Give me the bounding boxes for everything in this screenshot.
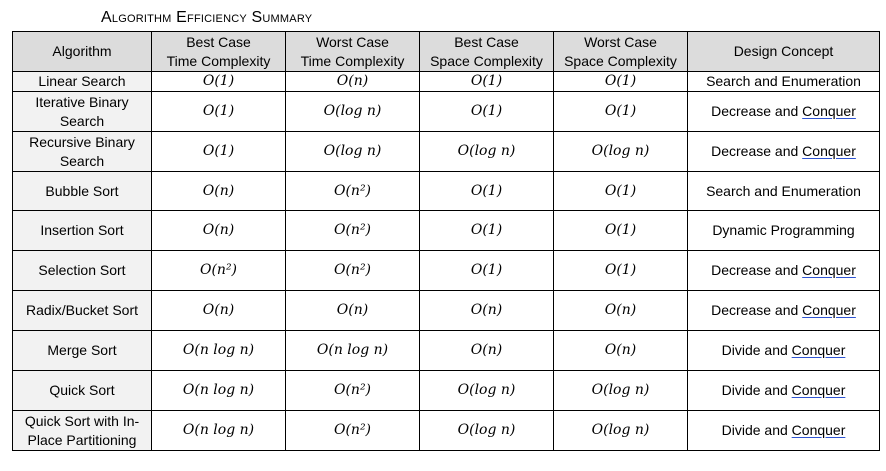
- header-line: Worst Case: [316, 33, 389, 50]
- best-space-cell: O(log n): [420, 411, 554, 451]
- design-concept-cell: [688, 371, 880, 411]
- best-space-cell: O(1): [420, 72, 554, 92]
- page-title: Algorithm Efficiency Summary: [101, 9, 313, 26]
- worst-space-cell: O(1): [554, 92, 688, 132]
- table-row: [13, 211, 880, 251]
- algorithm-cell: Radix/Bucket Sort: [13, 291, 152, 331]
- algorithm-cell: Merge Sort: [13, 331, 152, 371]
- worst-space-cell: O(log n): [554, 371, 688, 411]
- concept-text: Decrease and: [711, 103, 803, 119]
- best-time-cell: O(1): [152, 72, 286, 92]
- table-row: [13, 331, 880, 371]
- best-space-cell: O(n): [420, 331, 554, 371]
- worst-time-cell: O(n²): [286, 371, 420, 411]
- concept-underlined-text: Conquer: [802, 302, 856, 318]
- worst-time-cell: O(n): [286, 291, 420, 331]
- header-row: [13, 32, 880, 72]
- concept-text: Search and Enumeration: [706, 182, 861, 199]
- algorithm-cell: Quick Sort with In-Place Partitioning: [13, 411, 152, 451]
- worst-time-cell: O(n²): [286, 172, 420, 211]
- best-time-cell: O(1): [152, 92, 286, 132]
- worst-time-cell: O(n²): [286, 411, 420, 451]
- concept-underlined-text: Conquer: [802, 103, 856, 119]
- design-concept-cell: [688, 172, 880, 211]
- header-line: Time Complexity: [166, 52, 271, 69]
- design-concept-cell: [688, 331, 880, 371]
- best-time-cell: O(n): [152, 291, 286, 331]
- design-concept-cell: [688, 211, 880, 251]
- worst-space-cell: O(1): [554, 251, 688, 291]
- best-time-cell: O(n log n): [152, 371, 286, 411]
- design-concept-cell: [688, 72, 880, 92]
- concept-text: Decrease and: [711, 143, 803, 159]
- header-worst-space: [554, 32, 688, 72]
- header-algorithm: Algorithm: [13, 32, 152, 72]
- worst-space-cell: O(n): [554, 331, 688, 371]
- worst-time-cell: O(n²): [286, 211, 420, 251]
- best-time-cell: O(n log n): [152, 411, 286, 451]
- concept-text: Divide and: [721, 382, 792, 398]
- worst-time-cell: O(n): [286, 72, 420, 92]
- best-space-cell: O(1): [420, 251, 554, 291]
- table-row: [13, 92, 880, 132]
- worst-space-cell: O(log n): [554, 411, 688, 451]
- worst-space-cell: O(1): [554, 72, 688, 92]
- algorithm-cell: Iterative Binary Search: [13, 92, 152, 132]
- best-time-cell: O(n²): [152, 251, 286, 291]
- algorithm-cell: Bubble Sort: [13, 172, 152, 211]
- concept-text: Search and Enumeration: [706, 73, 861, 89]
- best-space-cell: O(1): [420, 172, 554, 211]
- best-space-cell: O(log n): [420, 371, 554, 411]
- header-best-space: [420, 32, 554, 72]
- header-worst-time: [286, 32, 420, 72]
- table-row: [13, 371, 880, 411]
- header-line: Space Complexity: [564, 52, 677, 69]
- header-best-time: [152, 32, 286, 72]
- design-concept-cell: [688, 92, 880, 132]
- table-row: [13, 291, 880, 331]
- algorithm-cell: Linear Search: [13, 72, 152, 92]
- worst-space-cell: O(n): [554, 291, 688, 331]
- concept-text: Decrease and: [711, 302, 803, 318]
- concept-underlined-text: Conquer: [791, 422, 846, 438]
- table-row: [13, 72, 880, 92]
- concept-underlined-text: Conquer: [791, 342, 846, 358]
- header-design-concept: Design Concept: [688, 32, 880, 72]
- worst-time-cell: O(log n): [286, 92, 420, 132]
- algorithm-cell: Insertion Sort: [13, 211, 152, 251]
- table-row: [13, 172, 880, 211]
- concept-text: Dynamic Programming: [712, 222, 855, 238]
- worst-time-cell: O(n log n): [286, 331, 420, 371]
- best-space-cell: O(n): [420, 291, 554, 331]
- best-time-cell: O(1): [152, 132, 286, 172]
- concept-text: Divide and: [721, 342, 792, 358]
- best-space-cell: O(1): [420, 211, 554, 251]
- design-concept-cell: [688, 132, 880, 172]
- worst-space-cell: O(log n): [554, 132, 688, 172]
- algorithm-cell: Recursive Binary Search: [13, 132, 152, 172]
- best-time-cell: O(n): [152, 172, 286, 211]
- best-space-cell: O(1): [420, 92, 554, 132]
- best-time-cell: O(n): [152, 211, 286, 251]
- header-line: Best Case: [454, 33, 519, 50]
- design-concept-cell: [688, 411, 880, 451]
- table-row: [13, 251, 880, 291]
- header-line: Worst Case: [584, 33, 657, 50]
- efficiency-table: [12, 31, 880, 451]
- worst-time-cell: O(n²): [286, 251, 420, 291]
- concept-underlined-text: Conquer: [802, 262, 856, 278]
- design-concept-cell: [688, 251, 880, 291]
- header-line: Space Complexity: [430, 52, 543, 69]
- design-concept-cell: [688, 291, 880, 331]
- header-line: Time Complexity: [300, 52, 405, 69]
- concept-text: Decrease and: [711, 262, 803, 278]
- best-time-cell: O(n log n): [152, 331, 286, 371]
- best-space-cell: O(log n): [420, 132, 554, 172]
- concept-underlined-text: Conquer: [802, 143, 856, 159]
- concept-underlined-text: Conquer: [791, 382, 846, 398]
- concept-text: Divide and: [721, 422, 792, 438]
- algorithm-cell: Selection Sort: [13, 251, 152, 291]
- header-line: Best Case: [186, 33, 251, 50]
- worst-space-cell: O(1): [554, 172, 688, 211]
- table-row: [13, 132, 880, 172]
- worst-space-cell: O(1): [554, 211, 688, 251]
- worst-time-cell: O(log n): [286, 132, 420, 172]
- table-row: [13, 411, 880, 451]
- algorithm-cell: Quick Sort: [13, 371, 152, 411]
